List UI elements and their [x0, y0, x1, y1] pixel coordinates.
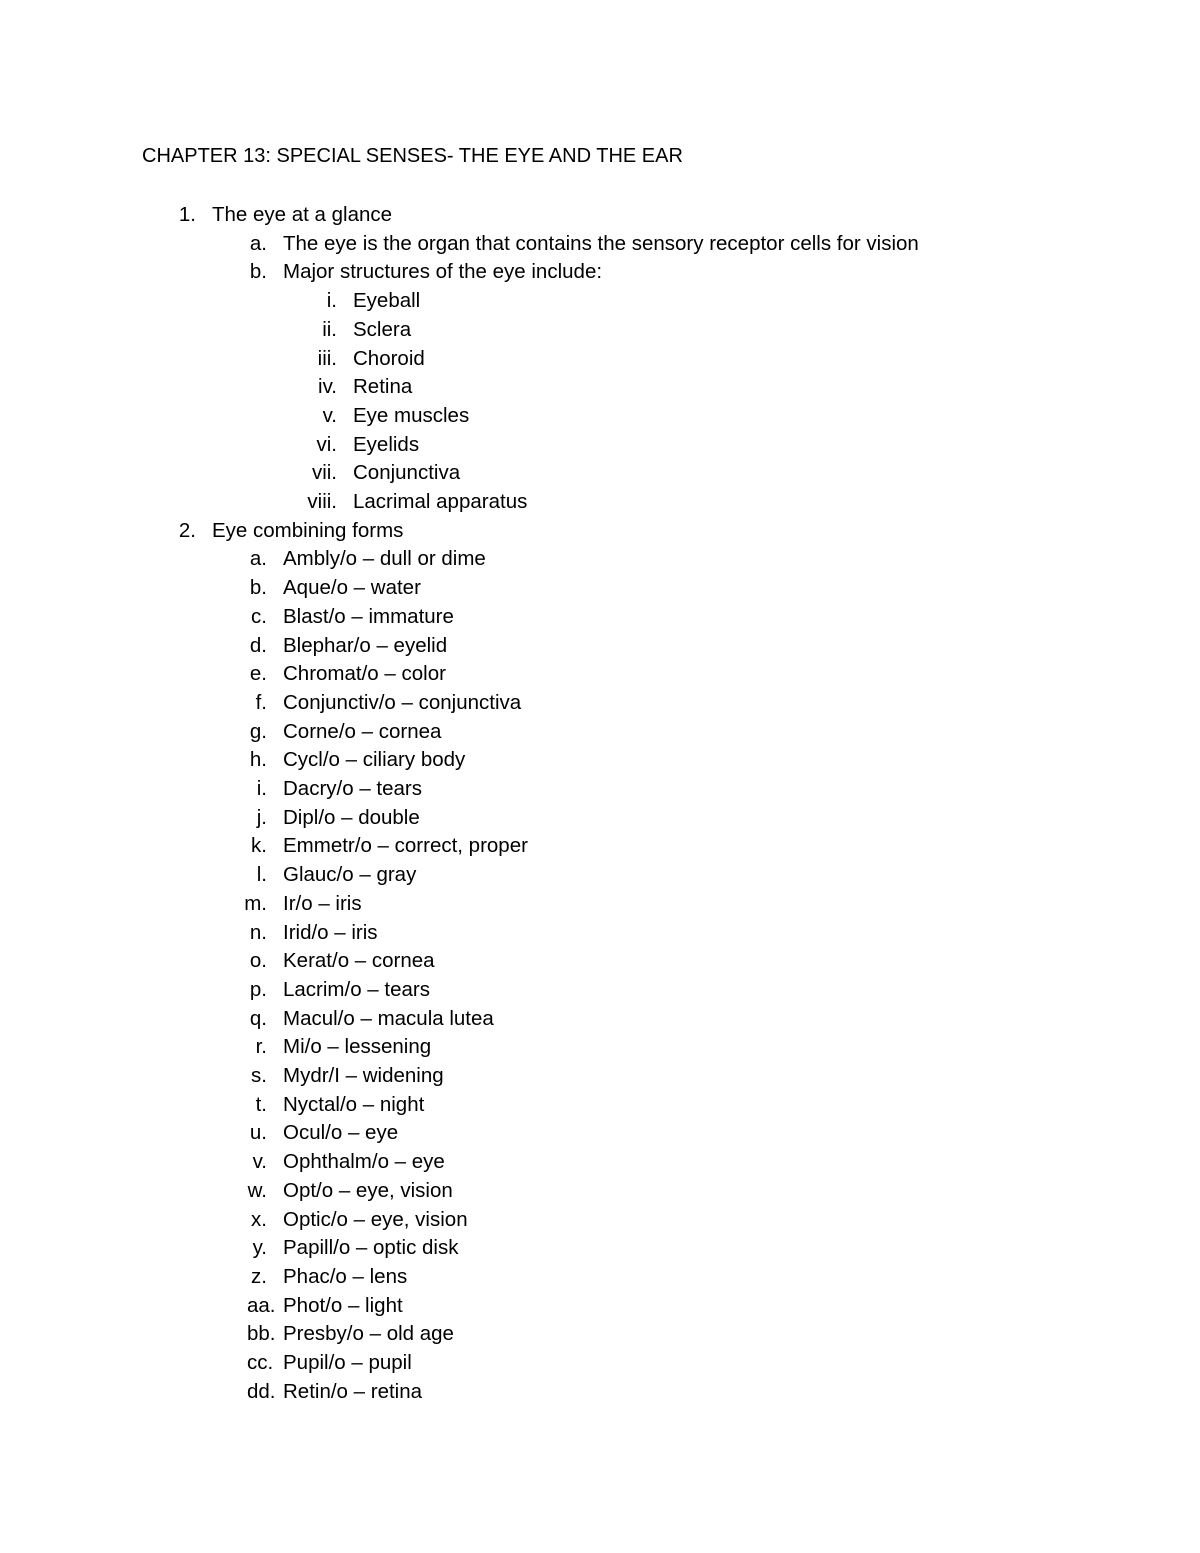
list-marker: i. — [326, 289, 337, 313]
list-marker: a. — [249, 547, 267, 571]
list-item-text: Aque/o – water — [283, 576, 421, 600]
list-item-text: Pupil/o – pupil — [283, 1351, 412, 1374]
list-item-text: Chromat/o – color — [283, 662, 446, 686]
list-marker: l. — [256, 863, 267, 887]
list-marker: t. — [255, 1092, 267, 1116]
list-marker: e. — [249, 662, 267, 686]
list-marker: o. — [249, 949, 267, 973]
list-item-text: Conjunctiv/o – conjunctiva — [283, 690, 522, 714]
list-marker: b. — [249, 576, 267, 600]
list-item-text: Optic/o – eye, vision — [283, 1207, 468, 1231]
list-marker: f. — [255, 690, 267, 714]
list-marker: i. — [256, 777, 267, 800]
list-marker: bb. — [247, 1322, 276, 1346]
list-marker: g. — [249, 719, 267, 743]
list-item-text: Glauc/o – gray — [283, 863, 417, 887]
list-item-text: Blephar/o – eyelid — [283, 633, 448, 657]
list-marker: 2. — [178, 518, 196, 542]
list-item-text: Ocul/o – eye — [283, 1121, 399, 1145]
list-marker: cc. — [247, 1351, 274, 1374]
list-marker: x. — [251, 1207, 267, 1231]
list-marker: dd. — [247, 1379, 276, 1403]
list-marker: a. — [249, 231, 267, 255]
list-item-text: Retin/o – retina — [283, 1379, 423, 1403]
list-marker: k. — [251, 834, 267, 858]
list-item-text: Conjunctiva — [353, 461, 461, 485]
list-marker: h. — [249, 748, 267, 772]
list-item-text: Dacry/o – tears — [283, 777, 422, 800]
list-marker: w. — [247, 1178, 267, 1202]
list-marker: s. — [251, 1064, 267, 1087]
list-item-text: Lacrim/o – tears — [283, 977, 430, 1001]
list-marker: b. — [249, 260, 267, 284]
list-item-text: Presby/o – old age — [283, 1322, 454, 1346]
list-marker: c. — [251, 604, 267, 628]
list-marker: j. — [256, 805, 267, 829]
list-item-text: Sclera — [353, 317, 412, 341]
list-marker: iii. — [317, 346, 337, 370]
list-marker: u. — [249, 1121, 267, 1145]
list-item-text: Opt/o – eye, vision — [283, 1178, 453, 1202]
list-marker: z. — [251, 1264, 267, 1288]
list-item-text: Corne/o – cornea — [283, 719, 442, 743]
list-item-text: Kerat/o – cornea — [283, 949, 435, 973]
list-item-text: Blast/o – immature — [283, 604, 454, 628]
list-marker: iv. — [318, 375, 337, 399]
list-item-text: Cycl/o – ciliary body — [283, 748, 466, 772]
list-item-text: Dipl/o – double — [283, 805, 420, 829]
list-item-text: Emmetr/o – correct, proper — [283, 834, 528, 858]
list-item-text: The eye is the organ that contains the sensory receptor cells for vision — [283, 231, 919, 255]
list-marker: v. — [322, 403, 337, 427]
list-item-text: The eye at a glance — [212, 203, 393, 226]
list-item-text: Macul/o – macula lutea — [283, 1006, 494, 1030]
list-marker: y. — [252, 1236, 267, 1260]
list-item-text: Retina — [353, 375, 413, 399]
list-item-text: Ophthalm/o – eye — [283, 1150, 445, 1174]
list-item-text: Mydr/I – widening — [283, 1064, 444, 1087]
list-marker: 1. — [178, 203, 196, 226]
list-item-text: Eye combining forms — [212, 518, 404, 542]
list-item-text: Phot/o – light — [283, 1293, 403, 1317]
list-item-text: Eyeball — [353, 289, 421, 313]
list-item-text: Ambly/o – dull or dime — [283, 547, 486, 571]
list-marker: ii. — [322, 317, 337, 341]
list-marker: q. — [249, 1006, 267, 1030]
list-marker: viii. — [307, 490, 337, 513]
list-item-text: Choroid — [353, 346, 425, 370]
list-item-text: Mi/o – lessening — [283, 1035, 432, 1059]
list-marker: m. — [244, 891, 267, 915]
list-item-text: Eyelids — [353, 432, 420, 456]
list-item-text: Lacrimal apparatus — [353, 490, 528, 513]
list-marker: aa. — [247, 1293, 276, 1317]
page-title: CHAPTER 13: SPECIAL SENSES- THE EYE AND THE EAR — [142, 145, 683, 167]
list-item-text: Eye muscles — [353, 403, 470, 427]
list-item-text: Irid/o – iris — [283, 920, 378, 944]
list-item-text: Phac/o – lens — [283, 1264, 408, 1288]
list-marker: vii. — [311, 461, 337, 485]
list-marker: vi. — [316, 432, 337, 456]
list-item-text: Papill/o – optic disk — [283, 1236, 459, 1260]
list-item-text: Ir/o – iris — [283, 891, 362, 915]
list-marker: n. — [249, 920, 267, 944]
list-marker: d. — [249, 633, 267, 657]
list-marker: p. — [249, 977, 267, 1001]
list-marker: r. — [255, 1035, 267, 1059]
list-item-text: Major structures of the eye include: — [283, 260, 603, 284]
list-item-text: Nyctal/o – night — [283, 1092, 425, 1116]
list-marker: v. — [252, 1150, 267, 1174]
